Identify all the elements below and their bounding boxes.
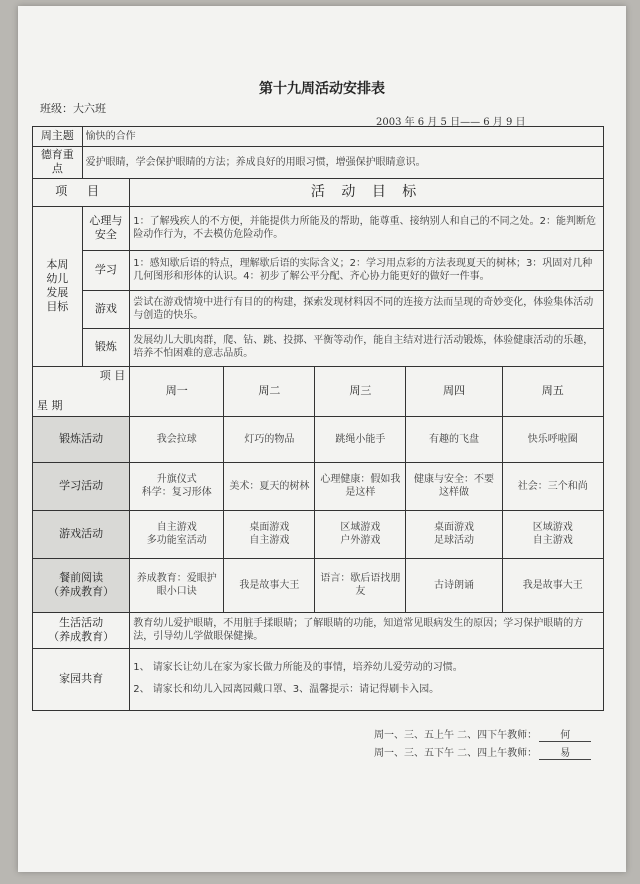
goal-text: 尝试在游戏情境中进行有目的的构建，探索发现材料因不同的连接方法而呈现的奇妙变化，体验集体活动与创造的快乐。 — [130, 290, 604, 328]
goal-row — [33, 328, 604, 366]
schedule-cell: 快乐呼啦圈 — [502, 416, 603, 462]
schedule-cell: 古诗朗诵 — [406, 558, 502, 612]
schedule-cell: 心理健康：假如我是这样 — [315, 462, 406, 510]
schedule-cell: 灯巧的物品 — [224, 416, 315, 462]
day-header: 周三 — [315, 366, 406, 416]
life-value: 教育幼儿爱护眼睛，不用脏手揉眼睛；了解眼睛的功能，知道常见眼病发生的原因；学习保护眼睛的方法，引导幼儿学做眼保健操。 — [130, 612, 604, 648]
corner-bottom: 星 期 — [37, 399, 63, 413]
theme-label: 周主题 — [33, 127, 83, 147]
schedule-cell: 自主游戏 多功能室活动 — [130, 510, 224, 558]
day-header: 周四 — [406, 366, 502, 416]
life-label: 生活活动 （养成教育） — [33, 612, 130, 648]
day-header: 周一 — [130, 366, 224, 416]
home-line-1: 1、 请家长让幼儿在家为家长做力所能及的事情，培养幼儿爱劳动的习惯。 — [133, 662, 463, 674]
row-label: 锻炼活动 — [33, 416, 130, 462]
schedule-cell: 区域游戏 户外游戏 — [315, 510, 406, 558]
goals-header-row — [33, 178, 604, 206]
day-header: 周二 — [224, 366, 315, 416]
home-line-2: 2、 请家长和幼儿入园离园戴口罩、3、温馨提示：请记得刷卡入园。 — [133, 684, 440, 696]
schedule-cell: 升旗仪式 科学：复习形体 — [130, 462, 224, 510]
schedule-cell: 区域游戏 自主游戏 — [502, 510, 603, 558]
schedule-cell: 美术：夏天的树林 — [224, 462, 315, 510]
schedule-row — [33, 416, 604, 462]
schedule-cell: 健康与安全：不要这样做 — [406, 462, 502, 510]
day-header: 周五 — [502, 366, 603, 416]
row-label: 学习活动 — [33, 462, 130, 510]
schedule-cell: 跳绳小能手 — [315, 416, 406, 462]
home-value — [130, 648, 604, 710]
schedule-cell: 养成教育：爱眼护眼小口诀 — [130, 558, 224, 612]
schedule-cell: 我会拉球 — [130, 416, 224, 462]
signature-text: 周一、三、五下午 二、四上午教师： — [374, 748, 538, 759]
goal-row — [33, 206, 604, 250]
schedule-row — [33, 462, 604, 510]
signature-line-2 — [374, 744, 591, 760]
theme-value: 愉快的合作 — [82, 127, 603, 147]
goal-text: 发展幼儿大肌肉群，爬、钻、跳、投掷、平衡等动作，能自主结对进行活动锻炼，体验健康活动的乐趣，培养不怕困难的意志品质。 — [130, 328, 604, 366]
schedule-row — [33, 558, 604, 612]
life-row — [33, 612, 604, 648]
days-corner-cell — [33, 366, 130, 416]
schedule-cell: 我是故事大王 — [224, 558, 315, 612]
theme-row — [33, 127, 604, 147]
row-label: 游戏活动 — [33, 510, 130, 558]
goal-row — [33, 250, 604, 290]
row-label: 餐前阅读 （养成教育） — [33, 558, 130, 612]
schedule-cell: 桌面游戏 足球活动 — [406, 510, 502, 558]
schedule-row — [33, 510, 604, 558]
goal-text: 1：了解残疾人的不方便，并能提供力所能及的帮助，能尊重、接纳别人和自己的不同之处。2：能判断危险动作行为，不去模仿危险动作。 — [130, 206, 604, 250]
signature-line-1 — [374, 726, 591, 742]
goal-text: 1：感知歇后语的特点，理解歇后语的实际含义；2：学习用点彩的方法表现夏天的树林；3：巩固对几种几何图形和形体的认识。4：初步了解公平分配、齐心协力能更好的做好一件事。 — [130, 250, 604, 290]
schedule-cell: 语言：歇后语找朋友 — [315, 558, 406, 612]
goal-area: 游戏 — [82, 290, 130, 328]
moral-label: 德育重点 — [33, 147, 83, 179]
goal-area: 学习 — [82, 250, 130, 290]
goals-group-label: 本周幼儿发展目标 — [33, 206, 83, 366]
goal-area: 心理与安全 — [82, 206, 130, 250]
goal-row — [33, 290, 604, 328]
days-header-row — [33, 366, 604, 416]
schedule-cell: 我是故事大王 — [502, 558, 603, 612]
home-label: 家园共育 — [33, 648, 130, 710]
signature-name: 何 — [539, 726, 591, 742]
document-page — [18, 6, 626, 872]
schedule-cell: 社会：三个和尚 — [502, 462, 603, 510]
date-range: 2003 年 6 月 5 日—— 6 月 9 日 — [376, 117, 526, 128]
schedule-cell: 桌面游戏 自主游戏 — [224, 510, 315, 558]
goal-area: 锻炼 — [82, 328, 130, 366]
signature-text: 周一、三、五上午 二、四下午教师： — [374, 730, 538, 741]
home-row — [33, 648, 604, 710]
corner-top: 项 目 — [99, 368, 126, 382]
page-title: 第十九周活动安排表 — [259, 81, 385, 97]
schedule-table — [32, 126, 604, 711]
moral-row — [33, 147, 604, 179]
schedule-cell: 有趣的飞盘 — [406, 416, 502, 462]
moral-value: 爱护眼睛，学会保护眼睛的方法；养成良好的用眼习惯，增强保护眼睛意识。 — [82, 147, 603, 179]
signature-name: 易 — [539, 744, 591, 760]
goals-item-label: 项 目 — [33, 178, 130, 206]
class-label: 班级：大六班 — [40, 102, 106, 115]
goals-title: 活 动 目 标 — [130, 178, 604, 206]
